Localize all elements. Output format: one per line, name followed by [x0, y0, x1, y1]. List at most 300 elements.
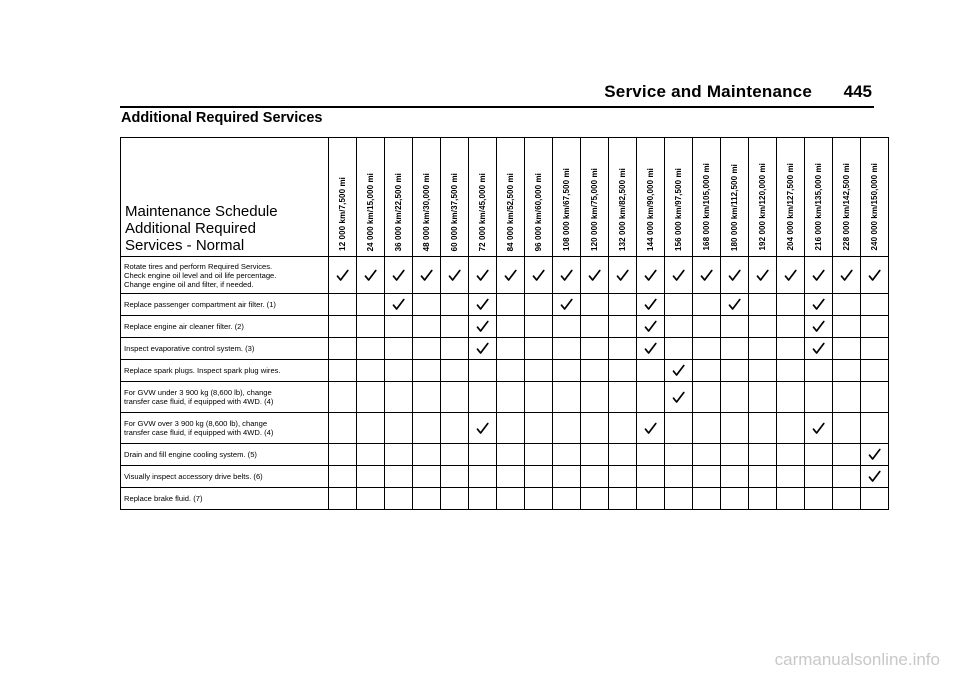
- interval-cell: [413, 294, 441, 316]
- table-title-line-1: Maintenance Schedule: [125, 203, 278, 220]
- interval-cell: [721, 466, 749, 488]
- interval-cell: [581, 466, 609, 488]
- interval-cell: [637, 466, 665, 488]
- interval-cell: [665, 413, 693, 444]
- interval-cell: [637, 316, 665, 338]
- interval-cell: [721, 488, 749, 510]
- interval-cell: [329, 360, 357, 382]
- interval-cell: [833, 466, 861, 488]
- interval-cell: [749, 466, 777, 488]
- page-header: [120, 80, 874, 108]
- checkmark-icon: [385, 269, 412, 282]
- interval-cell: [441, 413, 469, 444]
- service-description-line: Replace engine air cleaner filter. (2): [124, 322, 244, 331]
- table-header-row: [121, 138, 889, 257]
- table-row: [121, 294, 889, 316]
- interval-cell: [833, 382, 861, 413]
- interval-cell: [693, 338, 721, 360]
- interval-label: 132 000 km/82,500 mi: [618, 168, 627, 251]
- watermark: carmanualsonline.info: [774, 650, 940, 669]
- interval-label: 60 000 km/37,500 mi: [450, 172, 459, 251]
- table-row: [121, 413, 889, 444]
- interval-cell: [665, 338, 693, 360]
- service-description-line: Replace brake fluid. (7): [124, 494, 203, 503]
- interval-cell: [777, 360, 805, 382]
- interval-cell: [553, 413, 581, 444]
- interval-cell: [749, 382, 777, 413]
- interval-cell: [833, 294, 861, 316]
- interval-cell: [441, 257, 469, 294]
- interval-cell: [525, 338, 553, 360]
- interval-cell: [329, 382, 357, 413]
- service-description: [121, 316, 329, 338]
- interval-cell: [721, 338, 749, 360]
- interval-cell: [861, 257, 889, 294]
- interval-cell: [553, 257, 581, 294]
- checkmark-icon: [609, 269, 636, 282]
- interval-header: [721, 138, 749, 257]
- page-number: 445: [843, 82, 872, 101]
- checkmark-icon: [805, 298, 832, 311]
- interval-cell: [805, 360, 833, 382]
- interval-cell: [525, 488, 553, 510]
- interval-cell: [469, 338, 497, 360]
- interval-cell: [665, 316, 693, 338]
- interval-cell: [357, 360, 385, 382]
- interval-label: 48 000 km/30,000 mi: [422, 172, 431, 251]
- checkmark-icon: [357, 269, 384, 282]
- interval-header: [441, 138, 469, 257]
- interval-cell: [609, 413, 637, 444]
- interval-cell: [441, 444, 469, 466]
- checkmark-icon: [749, 269, 776, 282]
- interval-cell: [861, 294, 889, 316]
- interval-header: [329, 138, 357, 257]
- table-row: [121, 338, 889, 360]
- interval-cell: [385, 360, 413, 382]
- service-description-line: Replace passenger compartment air filter. (1): [124, 300, 276, 309]
- interval-cell: [581, 444, 609, 466]
- checkmark-icon: [469, 269, 496, 282]
- interval-cell: [721, 257, 749, 294]
- interval-cell: [749, 257, 777, 294]
- service-description-line: Visually inspect accessory drive belts. (6): [124, 472, 263, 481]
- service-description-line: transfer case fluid, if equipped with 4WD. (4): [124, 397, 274, 406]
- checkmark-icon: [861, 269, 888, 282]
- service-description: [121, 338, 329, 360]
- interval-cell: [805, 466, 833, 488]
- interval-cell: [861, 338, 889, 360]
- checkmark-icon: [637, 298, 664, 311]
- checkmark-icon: [637, 269, 664, 282]
- service-description-line: Inspect evaporative control system. (3): [124, 344, 255, 353]
- service-description-line: transfer case fluid, if equipped with 4WD. (4): [124, 428, 274, 437]
- interval-label: 120 000 km/75,000 mi: [590, 168, 599, 251]
- interval-cell: [609, 466, 637, 488]
- checkmark-icon: [497, 269, 524, 282]
- interval-cell: [693, 413, 721, 444]
- interval-header: [637, 138, 665, 257]
- interval-header: [833, 138, 861, 257]
- interval-header: [749, 138, 777, 257]
- interval-label: 96 000 km/60,000 mi: [534, 172, 543, 251]
- interval-cell: [637, 413, 665, 444]
- interval-header: [385, 138, 413, 257]
- interval-cell: [693, 444, 721, 466]
- checkmark-icon: [525, 269, 552, 282]
- checkmark-icon: [385, 298, 412, 311]
- interval-cell: [693, 257, 721, 294]
- interval-cell: [329, 294, 357, 316]
- interval-cell: [721, 294, 749, 316]
- interval-cell: [357, 338, 385, 360]
- interval-cell: [861, 444, 889, 466]
- interval-cell: [553, 466, 581, 488]
- interval-cell: [413, 338, 441, 360]
- interval-cell: [609, 338, 637, 360]
- checkmark-icon: [805, 342, 832, 355]
- interval-label: 204 000 km/127,500 mi: [786, 163, 795, 251]
- interval-header: [553, 138, 581, 257]
- service-description: [121, 360, 329, 382]
- interval-cell: [861, 466, 889, 488]
- interval-cell: [525, 360, 553, 382]
- checkmark-icon: [637, 320, 664, 333]
- interval-cell: [581, 488, 609, 510]
- interval-cell: [721, 360, 749, 382]
- interval-cell: [441, 466, 469, 488]
- interval-cell: [413, 413, 441, 444]
- interval-label: 72 000 km/45,000 mi: [478, 172, 487, 251]
- interval-cell: [385, 294, 413, 316]
- checkmark-icon: [665, 364, 692, 377]
- interval-cell: [497, 316, 525, 338]
- interval-cell: [469, 488, 497, 510]
- checkmark-icon: [553, 298, 580, 311]
- checkmark-icon: [329, 269, 356, 282]
- interval-cell: [861, 382, 889, 413]
- interval-cell: [721, 316, 749, 338]
- interval-cell: [525, 444, 553, 466]
- interval-cell: [833, 360, 861, 382]
- header-title: Service and Maintenance: [604, 82, 812, 101]
- interval-cell: [329, 466, 357, 488]
- interval-cell: [329, 338, 357, 360]
- interval-cell: [553, 488, 581, 510]
- interval-cell: [413, 360, 441, 382]
- interval-cell: [609, 316, 637, 338]
- interval-cell: [525, 257, 553, 294]
- interval-cell: [413, 382, 441, 413]
- interval-cell: [833, 488, 861, 510]
- interval-cell: [777, 413, 805, 444]
- interval-cell: [553, 360, 581, 382]
- interval-cell: [497, 360, 525, 382]
- interval-cell: [833, 316, 861, 338]
- checkmark-icon: [665, 269, 692, 282]
- interval-cell: [441, 338, 469, 360]
- interval-header: [665, 138, 693, 257]
- interval-cell: [805, 444, 833, 466]
- interval-cell: [777, 316, 805, 338]
- interval-header: [357, 138, 385, 257]
- interval-cell: [357, 466, 385, 488]
- interval-cell: [441, 382, 469, 413]
- interval-cell: [413, 316, 441, 338]
- interval-header: [581, 138, 609, 257]
- interval-cell: [805, 316, 833, 338]
- interval-cell: [833, 257, 861, 294]
- section-title: Additional Required Services: [121, 110, 323, 126]
- interval-cell: [357, 488, 385, 510]
- checkmark-icon: [777, 269, 804, 282]
- service-description: [121, 488, 329, 510]
- interval-cell: [329, 413, 357, 444]
- interval-cell: [637, 257, 665, 294]
- interval-cell: [441, 316, 469, 338]
- interval-cell: [693, 488, 721, 510]
- interval-cell: [497, 466, 525, 488]
- interval-cell: [497, 382, 525, 413]
- interval-cell: [385, 488, 413, 510]
- interval-cell: [581, 360, 609, 382]
- interval-cell: [609, 382, 637, 413]
- interval-cell: [749, 316, 777, 338]
- interval-cell: [777, 294, 805, 316]
- interval-cell: [553, 338, 581, 360]
- interval-cell: [385, 444, 413, 466]
- interval-cell: [665, 294, 693, 316]
- table-row: [121, 444, 889, 466]
- checkmark-icon: [441, 269, 468, 282]
- interval-label: 228 000 km/142,500 mi: [842, 163, 851, 251]
- interval-cell: [749, 338, 777, 360]
- table-row: [121, 382, 889, 413]
- interval-cell: [329, 488, 357, 510]
- table-title: [121, 138, 329, 257]
- service-description: [121, 444, 329, 466]
- interval-cell: [497, 444, 525, 466]
- interval-label: 168 000 km/105,000 mi: [702, 163, 711, 251]
- interval-cell: [665, 488, 693, 510]
- interval-label: 12 000 km/7,500 mi: [338, 177, 347, 251]
- interval-cell: [385, 382, 413, 413]
- service-description-line: For GVW under 3 900 kg (8,600 lb), change: [124, 388, 272, 397]
- interval-cell: [777, 444, 805, 466]
- interval-cell: [693, 294, 721, 316]
- interval-cell: [749, 294, 777, 316]
- interval-cell: [357, 413, 385, 444]
- interval-label: 84 000 km/52,500 mi: [506, 172, 515, 251]
- checkmark-icon: [665, 391, 692, 404]
- service-description-line: Replace spark plugs. Inspect spark plug wires.: [124, 366, 281, 375]
- interval-cell: [441, 360, 469, 382]
- interval-cell: [749, 360, 777, 382]
- service-description-line: For GVW over 3 900 kg (8,600 lb), change: [124, 419, 268, 428]
- interval-cell: [581, 382, 609, 413]
- interval-cell: [441, 488, 469, 510]
- interval-cell: [413, 444, 441, 466]
- interval-header: [777, 138, 805, 257]
- interval-cell: [833, 413, 861, 444]
- table-title-line-2: Additional Required: [125, 220, 256, 237]
- interval-cell: [469, 257, 497, 294]
- interval-cell: [805, 382, 833, 413]
- service-description-line: Drain and fill engine cooling system. (5): [124, 450, 257, 459]
- checkmark-icon: [693, 269, 720, 282]
- interval-cell: [665, 382, 693, 413]
- interval-cell: [469, 382, 497, 413]
- checkmark-icon: [637, 342, 664, 355]
- interval-header: [469, 138, 497, 257]
- interval-label: 240 000 km/150,000 mi: [870, 163, 879, 251]
- interval-cell: [665, 444, 693, 466]
- table-row: [121, 466, 889, 488]
- interval-cell: [385, 338, 413, 360]
- interval-cell: [497, 488, 525, 510]
- interval-label: 108 000 km/67,500 mi: [562, 168, 571, 251]
- interval-cell: [777, 466, 805, 488]
- interval-cell: [385, 466, 413, 488]
- interval-cell: [777, 488, 805, 510]
- interval-label: 216 000 km/135,000 mi: [814, 163, 823, 251]
- interval-cell: [413, 466, 441, 488]
- interval-cell: [525, 294, 553, 316]
- interval-cell: [665, 466, 693, 488]
- interval-cell: [441, 294, 469, 316]
- interval-cell: [497, 294, 525, 316]
- table-title-line-3: Services - Normal: [125, 237, 245, 254]
- interval-cell: [329, 316, 357, 338]
- interval-header: [609, 138, 637, 257]
- interval-cell: [469, 466, 497, 488]
- interval-cell: [581, 257, 609, 294]
- interval-cell: [693, 466, 721, 488]
- interval-cell: [581, 338, 609, 360]
- interval-cell: [805, 294, 833, 316]
- interval-label: 36 000 km/22,500 mi: [394, 172, 403, 251]
- interval-cell: [833, 444, 861, 466]
- service-description-line: Check engine oil level and oil life percentage.: [124, 270, 277, 280]
- checkmark-icon: [805, 320, 832, 333]
- interval-cell: [553, 382, 581, 413]
- interval-cell: [581, 316, 609, 338]
- checkmark-icon: [721, 298, 748, 311]
- interval-cell: [693, 316, 721, 338]
- maintenance-schedule-table: [120, 137, 889, 510]
- interval-label: 144 000 km/90,000 mi: [646, 168, 655, 251]
- checkmark-icon: [413, 269, 440, 282]
- checkmark-icon: [553, 269, 580, 282]
- interval-cell: [469, 413, 497, 444]
- checkmark-icon: [581, 269, 608, 282]
- interval-cell: [525, 466, 553, 488]
- interval-header: [693, 138, 721, 257]
- interval-cell: [413, 257, 441, 294]
- interval-cell: [525, 413, 553, 444]
- checkmark-icon: [469, 320, 496, 333]
- interval-cell: [525, 382, 553, 413]
- interval-cell: [497, 413, 525, 444]
- interval-header: [497, 138, 525, 257]
- interval-label: 180 000 km/112,500 mi: [730, 163, 739, 251]
- interval-cell: [637, 338, 665, 360]
- interval-header: [525, 138, 553, 257]
- interval-cell: [469, 294, 497, 316]
- interval-cell: [385, 413, 413, 444]
- interval-cell: [805, 413, 833, 444]
- interval-cell: [637, 360, 665, 382]
- interval-cell: [553, 316, 581, 338]
- interval-cell: [525, 316, 553, 338]
- interval-cell: [693, 360, 721, 382]
- checkmark-icon: [637, 422, 664, 435]
- interval-cell: [805, 488, 833, 510]
- interval-label: 156 000 km/97,500 mi: [674, 168, 683, 251]
- interval-cell: [609, 444, 637, 466]
- interval-cell: [861, 413, 889, 444]
- interval-cell: [413, 488, 441, 510]
- service-description: [121, 466, 329, 488]
- interval-cell: [721, 413, 749, 444]
- interval-cell: [749, 488, 777, 510]
- interval-cell: [329, 444, 357, 466]
- interval-cell: [469, 444, 497, 466]
- interval-cell: [357, 444, 385, 466]
- checkmark-icon: [469, 342, 496, 355]
- interval-cell: [637, 488, 665, 510]
- checkmark-icon: [861, 448, 888, 461]
- interval-cell: [721, 444, 749, 466]
- interval-cell: [805, 338, 833, 360]
- checkmark-icon: [833, 269, 860, 282]
- interval-cell: [777, 338, 805, 360]
- interval-cell: [665, 360, 693, 382]
- interval-cell: [469, 360, 497, 382]
- interval-cell: [749, 444, 777, 466]
- interval-cell: [357, 316, 385, 338]
- service-description-line: Rotate tires and perform Required Services.: [124, 261, 273, 271]
- interval-cell: [609, 488, 637, 510]
- interval-cell: [637, 444, 665, 466]
- service-description: [121, 382, 329, 413]
- interval-cell: [497, 257, 525, 294]
- interval-cell: [357, 294, 385, 316]
- table-row: [121, 316, 889, 338]
- interval-header: [413, 138, 441, 257]
- interval-cell: [357, 257, 385, 294]
- checkmark-icon: [861, 470, 888, 483]
- interval-cell: [861, 360, 889, 382]
- interval-cell: [749, 413, 777, 444]
- table-row: [121, 257, 889, 294]
- interval-cell: [553, 294, 581, 316]
- interval-cell: [469, 316, 497, 338]
- interval-cell: [609, 360, 637, 382]
- checkmark-icon: [805, 269, 832, 282]
- interval-header: [861, 138, 889, 257]
- interval-cell: [777, 257, 805, 294]
- interval-cell: [385, 316, 413, 338]
- interval-cell: [497, 338, 525, 360]
- interval-header: [805, 138, 833, 257]
- interval-label: 24 000 km/15,000 mi: [366, 172, 375, 251]
- interval-cell: [833, 338, 861, 360]
- interval-cell: [777, 382, 805, 413]
- interval-cell: [553, 444, 581, 466]
- checkmark-icon: [721, 269, 748, 282]
- interval-label: 192 000 km/120,000 mi: [758, 163, 767, 251]
